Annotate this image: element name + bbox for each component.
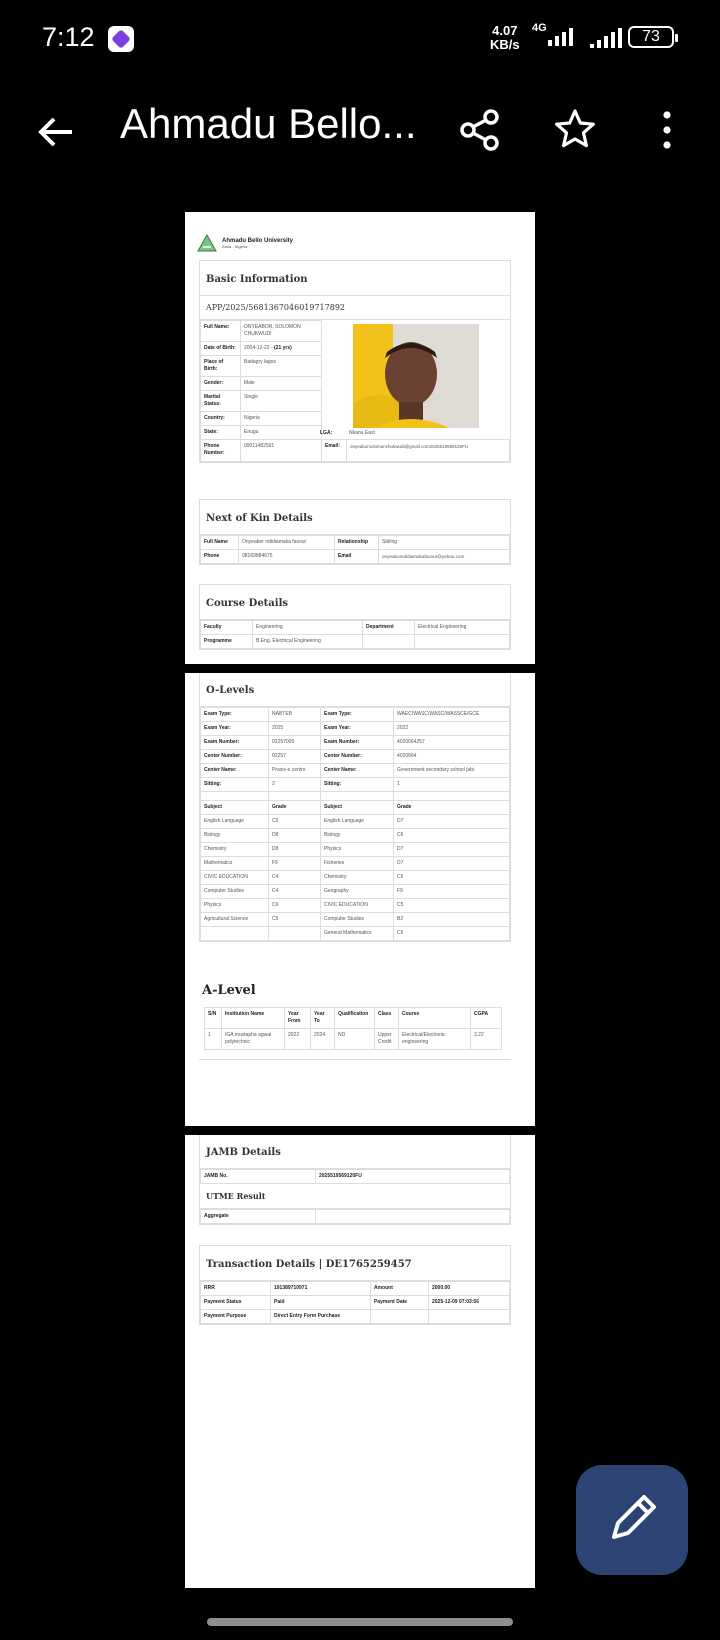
arrow-left-icon[interactable] — [32, 108, 80, 156]
table-cell: Praxis-e centre — [269, 764, 321, 778]
table-cell: 2 — [269, 778, 321, 792]
table-cell: 2022 — [285, 1029, 311, 1050]
pdf-page-3 — [185, 1135, 535, 1588]
network-speed: 4.07 KB/s — [490, 23, 520, 52]
jamb-table: JAMB No. 2025519569120FU — [200, 1169, 510, 1184]
olevels-exam-table — [200, 707, 510, 941]
table-cell: Computer Studies — [321, 913, 394, 927]
table-header-cell: Year To — [311, 1008, 335, 1029]
table-cell: Exam Type: — [321, 708, 394, 722]
lga-value: Nkanu East — [349, 430, 375, 436]
table-row — [201, 736, 510, 750]
table-cell: F9 — [269, 857, 321, 871]
table-row — [201, 871, 510, 885]
edit-button[interactable] — [576, 1465, 688, 1575]
table-cell: 1 — [394, 778, 510, 792]
table-cell: F9 — [394, 885, 510, 899]
table-header-cell: Class — [375, 1008, 399, 1029]
table-header-cell: Year From — [285, 1008, 311, 1029]
table-cell: 2022 — [394, 722, 510, 736]
applicant-photo-image — [353, 324, 479, 428]
table-cell: Center Number: — [321, 750, 394, 764]
signal-2-icon — [590, 28, 622, 48]
alevel-heading: A-Level — [202, 983, 256, 998]
table-header-cell: Grade — [269, 801, 321, 815]
table-row — [201, 764, 510, 778]
applicant-photo — [353, 324, 479, 428]
table-cell: C4 — [269, 885, 321, 899]
table-cell: B2 — [394, 913, 510, 927]
next-of-kin-heading: Next of Kin Details — [200, 500, 510, 535]
basic-information-heading: Basic Information — [200, 261, 510, 296]
table-cell: Exam Type: — [201, 708, 269, 722]
utme-table: Aggregate — [200, 1209, 510, 1224]
table-cell: Upper Credit — [375, 1029, 399, 1050]
utme-result-heading: UTME Result — [200, 1184, 510, 1209]
table-cell: 3.22 — [471, 1029, 502, 1050]
course-details-section — [199, 584, 511, 650]
table-cell: Sitting: — [321, 778, 394, 792]
table-row — [201, 778, 510, 792]
table-cell: ND — [335, 1029, 375, 1050]
table-cell: 1 — [205, 1029, 222, 1050]
table-row — [205, 1029, 502, 1050]
table-cell: C4 — [269, 871, 321, 885]
university-name: Ahmadu Bello University — [222, 237, 294, 244]
table-cell: Exam Number: — [201, 736, 269, 750]
table-cell: C6 — [394, 871, 510, 885]
table-cell: C6 — [394, 927, 510, 941]
transaction-table: RRR 191389710971 Amount 2000.00 Payment Status Paid Payment Date 2025-12-09 07:03:56 Payment Purpose Direct Entry Form Purchase — [200, 1281, 510, 1324]
table-cell: CIVIC EDUCATION — [321, 899, 394, 913]
table-row — [201, 857, 510, 871]
table-cell: C6 — [269, 899, 321, 913]
table-header-cell: Course — [399, 1008, 471, 1029]
table-header-cell: Subject — [321, 801, 394, 815]
table-row — [201, 708, 510, 722]
olevels-heading: O-Levels — [200, 673, 510, 707]
table-cell: Chemistry — [321, 871, 394, 885]
table-cell: Exam Year: — [321, 722, 394, 736]
table-cell: English Language — [201, 815, 269, 829]
table-row — [201, 815, 510, 829]
jamb-details-section — [199, 1135, 511, 1225]
status-time: 7:12 — [42, 22, 95, 52]
transaction-details-section — [199, 1245, 511, 1325]
table-cell: IGA mustapha agwai polytechnic — [222, 1029, 285, 1050]
more-vert-icon[interactable] — [652, 108, 682, 152]
table-cell: C6 — [394, 829, 510, 843]
transaction-details-heading: Transaction Details | DE1765259457 — [200, 1246, 510, 1281]
table-cell: Exam Number: — [321, 736, 394, 750]
pdf-page-1 — [185, 212, 535, 664]
next-of-kin-section — [199, 499, 511, 565]
table-header-cell: Institution Name — [222, 1008, 285, 1029]
divider — [199, 1059, 511, 1060]
basic-info-table: Full Name: ONYEABOR, SOLOMON CHUKWUDI Date of Birth: 2004-12-22 - (21 yrs) Place of Birth: Badagry lagos Gender: Male Marital Status: Single Country: Nigeria State: Enugu Phone Number: 09011482591 Email: onyeaborsolomonchukwudi@gmail.com2025519569120FU — [200, 320, 510, 462]
table-cell: C5 — [394, 899, 510, 913]
olevels-section — [199, 673, 511, 942]
university-logo-icon — [197, 234, 217, 252]
table-cell: Agricultural Science — [201, 913, 269, 927]
university-header — [197, 234, 293, 252]
table-cell: Center Name: — [201, 764, 269, 778]
table-cell: Computer Studies — [201, 885, 269, 899]
table-cell: 2024 — [311, 1029, 335, 1050]
alevel-table — [204, 1007, 502, 1050]
table-row — [201, 885, 510, 899]
table-cell: D7 — [394, 815, 510, 829]
application-number: APP/2025/5681367046019717892 — [200, 296, 510, 320]
notification-app-icon — [108, 26, 134, 52]
table-cell: Fisheries — [321, 857, 394, 871]
table-cell: D7 — [394, 857, 510, 871]
table-cell: Biology — [201, 829, 269, 843]
table-row — [201, 829, 510, 843]
table-cell — [269, 927, 321, 941]
table-cell: General Mathematics — [321, 927, 394, 941]
table-row — [201, 913, 510, 927]
table-cell: 4020664 — [394, 750, 510, 764]
table-cell — [201, 927, 269, 941]
table-cell: Center Number: — [201, 750, 269, 764]
table-cell: 4020664257 — [394, 736, 510, 750]
table-cell: C5 — [269, 815, 321, 829]
network-type: 4G — [532, 22, 547, 34]
table-cell: WAEC/WASC/WASC/WASSCE/GCE — [394, 708, 510, 722]
star-outline-icon[interactable] — [552, 106, 598, 152]
table-cell: Physics — [321, 843, 394, 857]
signal-1-icon — [548, 28, 573, 46]
table-cell: Sitting: — [201, 778, 269, 792]
table-row — [201, 750, 510, 764]
alevel-header-row — [205, 1008, 502, 1029]
table-cell: Mathematics — [201, 857, 269, 871]
subject-header-row — [201, 801, 510, 815]
document-title: Ahmadu Bello... — [120, 100, 417, 147]
jamb-details-heading: JAMB Details — [200, 1135, 510, 1169]
table-cell: D8 — [269, 843, 321, 857]
course-details-table: Faculty Engineering Department Electrical Engineering Programme B.Eng. Electrical Engineering — [200, 620, 510, 649]
table-cell: Electrical/Electronic engineering — [399, 1029, 471, 1050]
app-bar — [0, 80, 720, 180]
table-header-cell: CGPA — [471, 1008, 502, 1029]
table-cell: NABTEB — [269, 708, 321, 722]
table-cell: CIVIC EDUCATION — [201, 871, 269, 885]
table-row — [201, 927, 510, 941]
table-cell: 02257 — [269, 750, 321, 764]
table-cell: Exam Year: — [201, 722, 269, 736]
table-header-cell: Grade — [394, 801, 510, 815]
table-row — [201, 722, 510, 736]
next-of-kin-table: Full Name Onyeabor ndidiamaka favour Relationship Sibling Phone 08169884675 Email onyeabomdidiamakafavour@yahoo.com — [200, 535, 510, 564]
table-header-cell: Subject — [201, 801, 269, 815]
status-bar — [0, 0, 720, 80]
table-cell: Center Name: — [321, 764, 394, 778]
table-header-cell: Qualification — [335, 1008, 375, 1029]
table-cell: C5 — [269, 913, 321, 927]
table-cell: D8 — [269, 829, 321, 843]
table-cell: Geography — [321, 885, 394, 899]
table-cell: 2025 — [269, 722, 321, 736]
alevel-table-wrap — [204, 1007, 502, 1050]
table-cell: D7 — [394, 843, 510, 857]
table-row — [201, 843, 510, 857]
pencil-icon — [576, 1465, 688, 1575]
table-cell: 02257005 — [269, 736, 321, 750]
table-row — [201, 899, 510, 913]
university-location: Zaria - Nigeria — [222, 243, 248, 249]
share-icon[interactable] — [458, 108, 502, 152]
battery-icon: 73 — [628, 26, 674, 48]
gesture-nav-bar[interactable] — [207, 1618, 513, 1626]
course-details-heading: Course Details — [200, 585, 510, 620]
table-cell: English Language — [321, 815, 394, 829]
table-cell: Chemistry — [201, 843, 269, 857]
pdf-page-2 — [185, 673, 535, 1126]
table-header-cell: S/N — [205, 1008, 222, 1029]
lga-label: LGA: — [320, 430, 333, 436]
table-cell: Physics — [201, 899, 269, 913]
table-cell: Government secondary school jabi — [394, 764, 510, 778]
table-cell: Biology — [321, 829, 394, 843]
